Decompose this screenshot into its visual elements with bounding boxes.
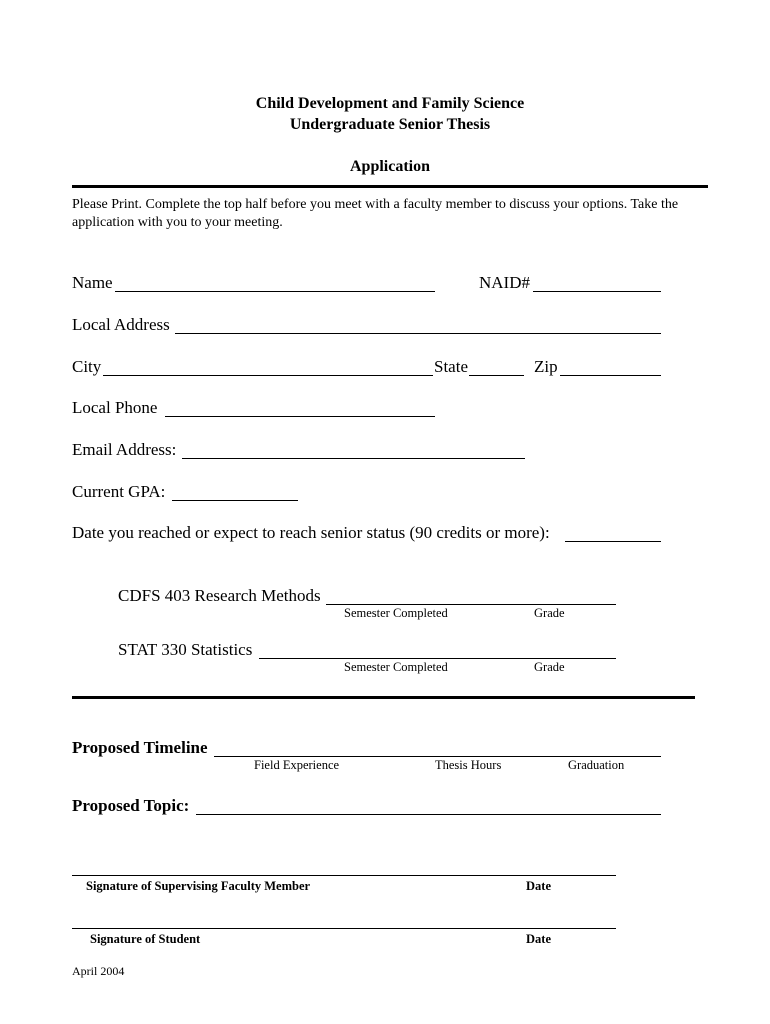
zip-field[interactable] [560, 357, 661, 376]
cdfs-course-field[interactable] [326, 586, 616, 605]
header-divider [72, 185, 708, 188]
timeline-field[interactable] [214, 738, 661, 757]
stat-grade-caption: Grade [534, 660, 565, 674]
email-label: Email Address: [72, 440, 177, 459]
form-title: Child Development and Family Science [255, 95, 525, 112]
naid-label: NAID# [479, 273, 530, 292]
faculty-signature-label: Signature of Supervising Faculty Member [86, 879, 311, 893]
naid-field[interactable] [533, 273, 661, 292]
thesis-hours-caption: Thesis Hours [435, 758, 502, 772]
section-divider [72, 696, 695, 699]
local-address-field[interactable] [175, 315, 661, 334]
timeline-label: Proposed Timeline [72, 738, 208, 757]
student-signature-line[interactable] [72, 928, 616, 929]
cdfs-grade-caption: Grade [534, 606, 565, 620]
city-label: City [72, 357, 102, 376]
stat-course-label: STAT 330 Statistics [118, 640, 253, 659]
topic-label: Proposed Topic: [72, 796, 190, 815]
topic-field[interactable] [196, 796, 661, 815]
stat-course-field[interactable] [259, 640, 616, 659]
faculty-date-label: Date [526, 879, 551, 893]
state-label: State [434, 357, 468, 376]
stat-semester-caption: Semester Completed [344, 660, 448, 674]
local-phone-label: Local Phone [72, 398, 158, 417]
faculty-signature-line[interactable] [72, 875, 616, 876]
form-heading: Application [349, 158, 430, 175]
cdfs-course-label: CDFS 403 Research Methods [118, 586, 321, 605]
cdfs-semester-caption: Semester Completed [344, 606, 448, 620]
senior-status-field[interactable] [565, 523, 661, 542]
revision-date: April 2004 [72, 964, 125, 978]
local-address-label: Local Address [72, 315, 170, 334]
field-experience-caption: Field Experience [254, 758, 340, 772]
city-field[interactable] [103, 357, 433, 376]
student-date-label: Date [526, 932, 551, 946]
email-field[interactable] [182, 440, 525, 459]
senior-status-label: Date you reached or expect to reach senior status (90 credits or more): [72, 523, 550, 542]
gpa-field[interactable] [172, 482, 298, 501]
name-field[interactable] [115, 273, 435, 292]
graduation-caption: Graduation [568, 758, 625, 772]
gpa-label: Current GPA: [72, 482, 166, 501]
name-label: Name [72, 273, 113, 292]
state-field[interactable] [469, 357, 524, 376]
student-signature-label: Signature of Student [90, 932, 201, 946]
local-phone-field[interactable] [165, 398, 435, 417]
form-subtitle: Undergraduate Senior Thesis [289, 116, 491, 133]
zip-label: Zip [534, 357, 558, 376]
instructions-text: Please Print. Complete the top half before you meet with a faculty member to discuss your options. Take the application with you to your meeting. [72, 197, 679, 230]
